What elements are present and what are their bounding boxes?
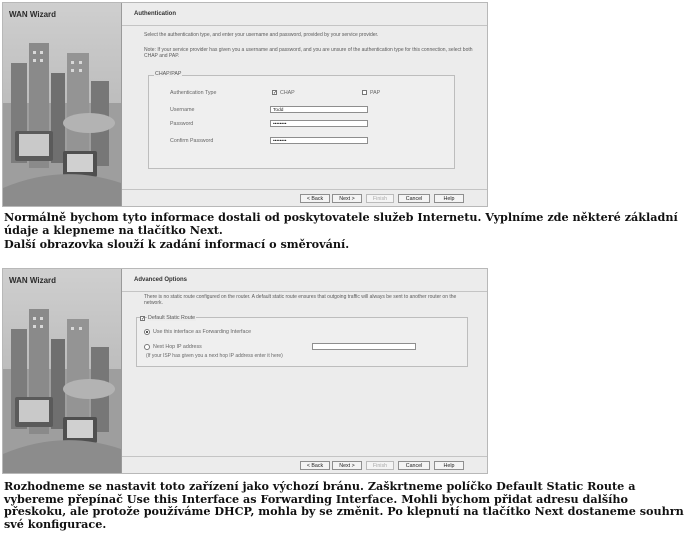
wizard-content-panel: [122, 269, 487, 473]
cancel-button[interactable]: Cancel: [398, 194, 430, 203]
chap-checkbox[interactable]: ✓: [273, 90, 278, 96]
help-button[interactable]: Help: [434, 194, 464, 203]
paragraph-2: Další obrazovka slouží k zadání informací o směrování.: [4, 237, 350, 251]
city-illustration: [3, 269, 121, 473]
next-hop-hint: (If your ISP has given you a next hop IP address enter it here): [146, 353, 283, 359]
use-interface-radio[interactable]: [144, 329, 150, 335]
confirm-password-input[interactable]: ••••••••: [270, 137, 368, 144]
step-note: Note: If your service provider has given you a username and password, and you are unsure of the authentication type for this connection, select both CHAP and PAP.: [144, 47, 473, 60]
help-button[interactable]: Help: [434, 461, 464, 470]
wizard-illustration-panel: [3, 269, 122, 473]
auth-type-label: Authentication Type: [170, 90, 217, 96]
paragraph-1: Normálně bychom tyto informace dostali od poskytovatele služeb Internetu. Vyplníme zde některé základní údaje a klepneme na tlačítko Next.: [4, 210, 678, 237]
use-interface-label: Use this interface as Forwarding Interface: [153, 329, 252, 335]
header-divider: [122, 25, 487, 26]
wan-wizard-advanced-options-window: [2, 268, 488, 474]
step-description: Select the authentication type, and enter your username and password, provided by your service provider.: [144, 32, 379, 38]
next-hop-radio[interactable]: [144, 344, 150, 350]
step-title: Authentication: [134, 11, 176, 17]
step-description: There is no static route configured on the router. A default static route ensures that outgoing traffic will always be sent to another router on the network.: [144, 294, 457, 307]
cancel-button[interactable]: Cancel: [398, 461, 430, 470]
wizard-title: WAN Wizard: [9, 276, 57, 285]
back-button[interactable]: < Back: [300, 194, 330, 203]
default-route-group: [136, 317, 468, 367]
confirm-password-label: Confirm Password: [170, 138, 214, 144]
username-label: Username: [170, 107, 195, 113]
finish-button[interactable]: Finish: [366, 194, 394, 203]
wizard-content-panel: [122, 3, 487, 206]
wizard-button-bar: [122, 456, 487, 473]
pap-label: PAP: [370, 90, 381, 96]
wizard-illustration-panel: [3, 3, 122, 206]
next-hop-label: Next Hop IP address: [153, 344, 202, 350]
next-button[interactable]: Next >: [332, 461, 362, 470]
next-button[interactable]: Next >: [332, 194, 362, 203]
step-title: Advanced Options: [134, 277, 188, 283]
password-input[interactable]: ••••••••: [270, 120, 368, 127]
pap-checkbox[interactable]: [362, 90, 367, 95]
paragraph-3: Rozhodneme se nastavit toto zařízení jako výchozí bránu. Zaškrtneme políčko Default Static Route a vybereme přepínač Use this Interface as Forwarding Interface. Mohli bychom přidat adresu dalšího přeskoku, ale protože používáme DHCP, mohla by se změnit. Po klepnutí na tlačítko Next dostaneme souhrn své konfigurace.: [4, 479, 684, 531]
username-input[interactable]: Todd: [270, 106, 368, 113]
next-hop-input[interactable]: [312, 343, 416, 350]
finish-button[interactable]: Finish: [366, 461, 394, 470]
wizard-title: WAN Wizard: [9, 10, 57, 19]
city-illustration: [3, 3, 121, 206]
wizard-button-bar: [122, 189, 487, 206]
chap-pap-legend: CHAP/PAP: [155, 71, 182, 77]
header-divider: [122, 291, 487, 292]
default-route-checkbox[interactable]: ✓: [141, 316, 146, 322]
wan-wizard-authentication-window: [2, 2, 488, 207]
default-route-label: Default Static Route: [148, 315, 196, 321]
back-button[interactable]: < Back: [300, 461, 330, 470]
chap-label: CHAP: [280, 90, 295, 96]
password-label: Password: [170, 121, 194, 127]
